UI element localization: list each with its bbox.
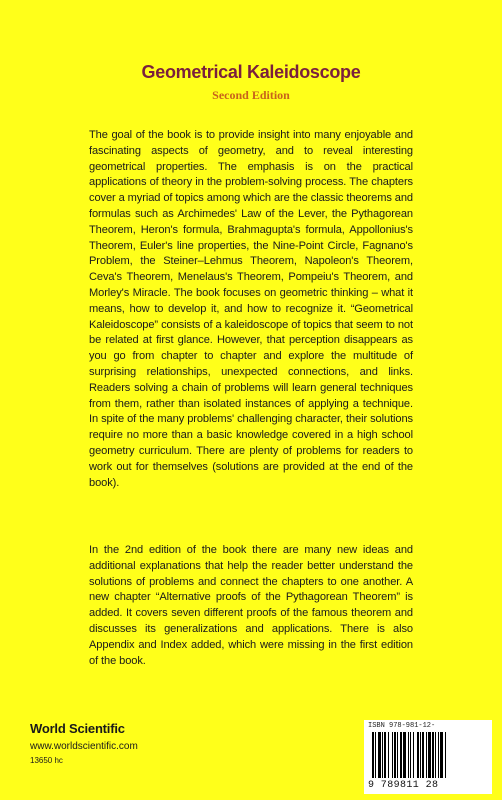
barcode-stripe [440,732,443,778]
barcode-stripe [413,732,414,778]
book-title: Geometrical Kaleidoscope [141,62,361,82]
publisher-name: World Scientific [30,721,125,736]
barcode-stripe [378,732,381,778]
barcode-stripe [375,732,376,778]
barcode-stripe [420,732,421,778]
barcode-stripe [403,732,406,778]
barcode-stripe [438,732,439,778]
barcode-stripe [400,732,402,778]
description-paragraph-1: The goal of the book is to provide insight into many enjoyable and fascinating aspects of geometry, and to reveal interesting geometrical properties. The emphasis is on the practical applications of theory in the problem-solving process. The chapters cover a myriad of topics among which are the classic theorems and formulas such as Archimedes' Law of the Lever, the Pythagorean Theorem, Heron's formula, Brahmagupta's formula, Appollonius's Theorem, Euler's line properties, the Nine-Point Circle, Fagnano's Problem, the Steiner–Lehmus Theorem, Napoleon's Theorem, Ceva's Theorem, Menelaus's Theorem, Pompeiu's Theorem, and Morley's Miracle. The book focuses on geometric thinking – what it means, how to develop it, and how to recognize it. “Geometrical Kaleidoscope” consists of a kaleidoscope of topics that seem to not be related at first glance. However, that perception disappears as you go from chapter to chapter and explore the multitude of surprising relationships, unexpected connections, and links. Readers solving a chain of problems will learn general techniques from them, rather than isolated instances of applying a technique. In spite of the many problems' challenging character, their solutions require no more than a basic knowledge covered in a high school geometry curriculum. There are plenty of problems for readers to work out for themselves (solutions are provided at the end of the book). [89,129,414,489]
publisher-website: www.worldscientific.com [30,741,138,752]
catalog-code: 13650 hc [30,756,63,765]
barcode-stripe [394,732,396,778]
barcode-stripe [392,732,393,778]
barcode-stripe [382,732,383,778]
description-paragraph-2: In the 2nd edition of the book there are many new ideas and additional explanations that help the reader better understand the solutions of problems and connect the chapters to one another. A new chapter “Alternative proofs of the Pythagorean Theorem” is added. It covers seven different proofs of the famous theorem and discusses its generalizations and applications. There is also Appendix and Index added, which were missing in the first edition of the book. [89,544,413,667]
barcode-stripe [384,732,386,778]
barcode-stripe [445,732,446,778]
barcode-stripe [417,732,419,778]
barcode-stripe [432,732,434,778]
barcode-bars-icon [372,732,484,778]
barcode-stripe [422,732,424,778]
barcode-stripe [372,732,374,778]
barcode-stripe [426,732,427,778]
barcode-stripe [388,732,389,778]
barcode [364,720,492,794]
barcode-stripe [397,732,398,778]
barcode-stripe [428,732,431,778]
isbn-label: ISBN 978-981-12- [368,722,436,730]
barcode-stripe [435,732,436,778]
barcode-digits: 9 789811 28 [368,780,439,791]
barcode-stripe [408,732,409,778]
barcode-stripe [410,732,411,778]
edition-label: Second Edition [212,88,290,102]
